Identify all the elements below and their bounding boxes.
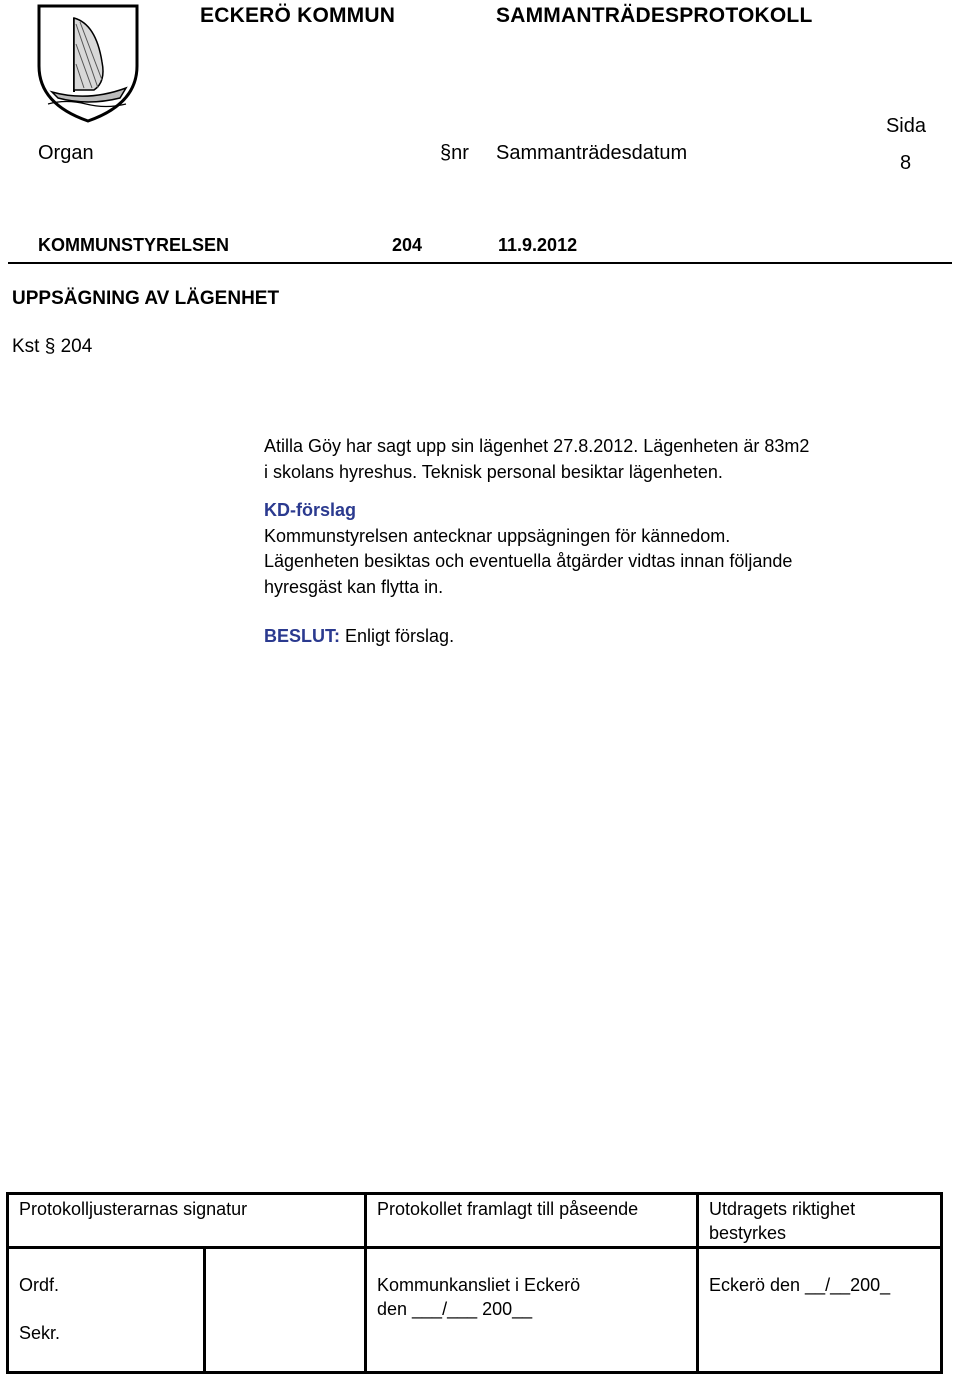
posted-date: den ___/___ 200__	[377, 1299, 533, 1319]
proposal-line: hyresgäst kan flytta in.	[264, 576, 444, 597]
signature-header: Protokolljusterarnas signatur	[19, 1199, 248, 1219]
meeting-date-value: 11.9.2012	[498, 235, 578, 255]
chairman-label: Ordf.	[19, 1275, 60, 1295]
page-label: Sida	[885, 115, 926, 137]
meeting-date-label: Sammanträdesdatum	[496, 142, 688, 164]
section-number-value: 204	[392, 235, 423, 255]
page-number: 8	[900, 152, 912, 174]
organ-label: Organ	[38, 142, 94, 164]
proposal-heading: KD-förslag	[264, 500, 357, 520]
description-line: i skolans hyreshus. Teknisk personal besiktar lägenheten.	[264, 461, 723, 482]
header-divider	[8, 262, 952, 264]
proposal-line: Kommunstyrelsen antecknar uppsägningen för kännedom.	[264, 525, 731, 546]
organ-value: KOMMUNSTYRELSEN	[38, 235, 230, 255]
minutes-body	[264, 434, 944, 650]
document-type: SAMMANTRÄDESPROTOKOLL	[496, 4, 813, 27]
decision-label: BESLUT:	[264, 626, 340, 646]
decision	[264, 624, 944, 650]
certified-date: Eckerö den __/__200_	[709, 1275, 891, 1295]
posted-place: Kommunkansliet i Eckerö	[377, 1275, 581, 1295]
section-number-label: §nr	[440, 142, 469, 164]
item-title: UPPSÄGNING AV LÄGENHET	[12, 288, 280, 309]
signature-field	[205, 1248, 366, 1373]
proposal-line: Lägenheten besiktas och eventuella åtgärder vidtas innan följande	[264, 551, 793, 571]
coat-of-arms-logo	[36, 4, 142, 124]
description-line: Atilla Göy har sagt upp sin lägenhet 27.8.2012. Lägenheten är 83m2	[264, 436, 810, 456]
posted-header: Protokollet framlagt till påseende	[377, 1199, 639, 1219]
certified-header: Utdragets riktighet bestyrkes	[709, 1199, 856, 1243]
decision-text: Enligt förslag.	[345, 626, 455, 646]
signature-table	[6, 1192, 943, 1374]
secretary-label: Sekr.	[19, 1323, 61, 1343]
kst-reference: Kst § 204	[12, 336, 93, 357]
municipality-name: ECKERÖ KOMMUN	[200, 4, 396, 27]
